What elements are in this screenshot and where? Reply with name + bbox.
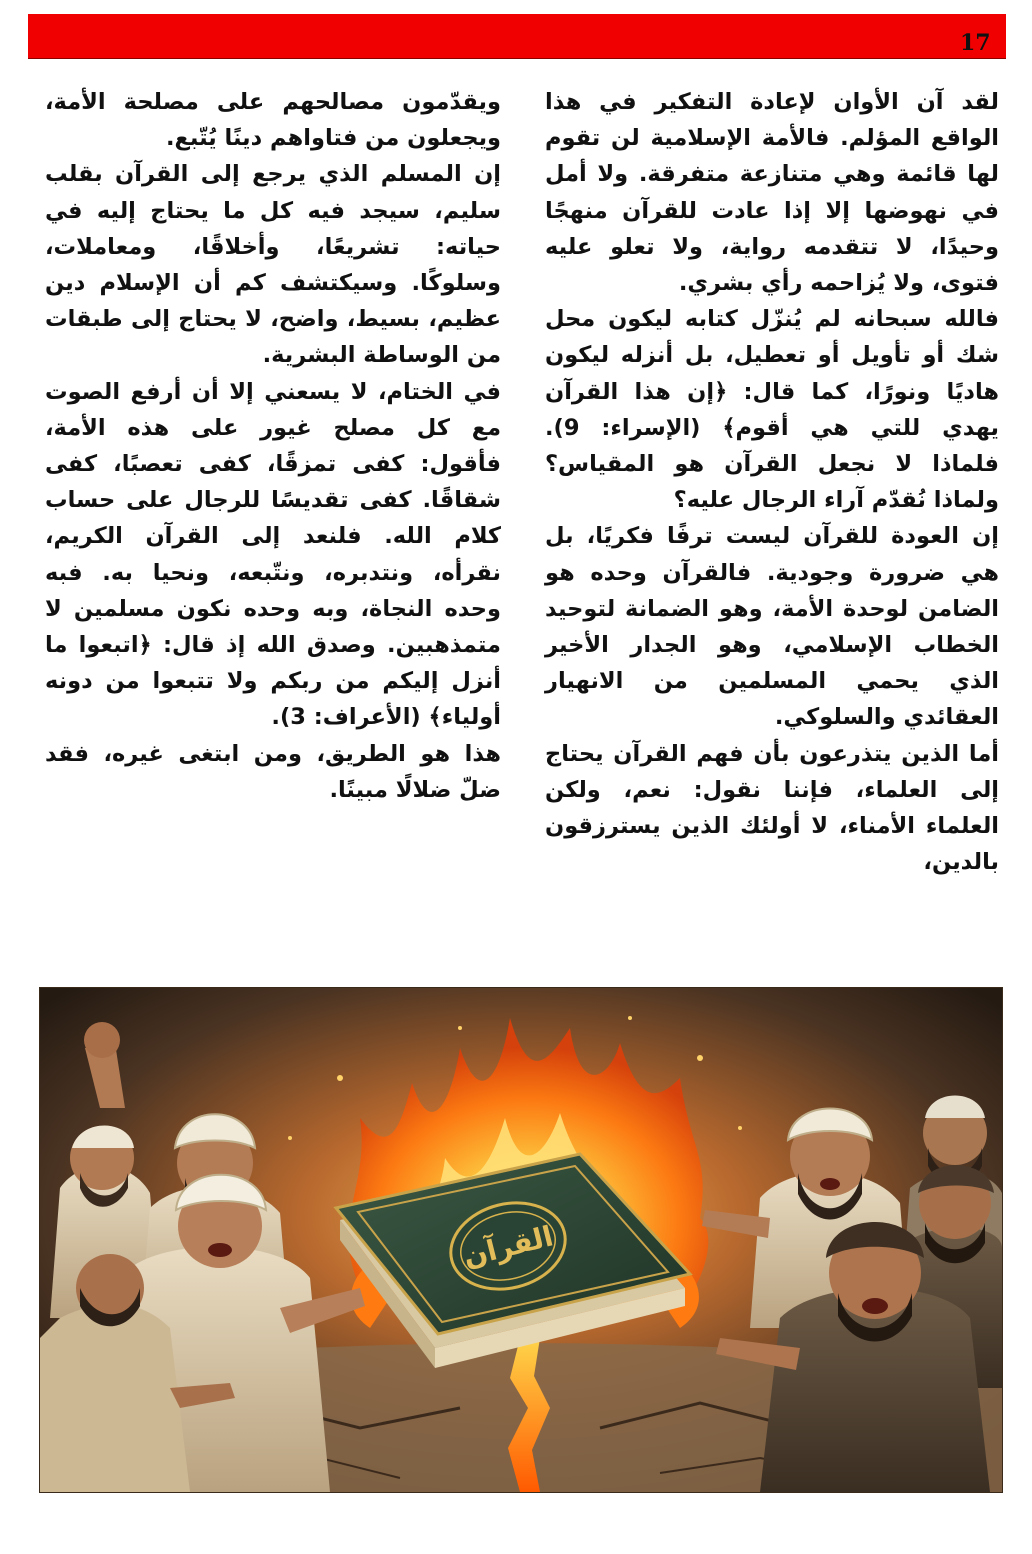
book-title: القرآن	[459, 1219, 557, 1274]
right-column	[545, 84, 999, 880]
paragraph: فالله سبحانه لم يُنزّل كتابه ليكون محل شك أو تأويل أو تعطيل، بل أنزله ليكون هاديًا ونورًا، كما قال: ﴿إن هذا القرآن يهدي للتي هي أقوم﴾ (الإسراء: 9). فلماذا لا نجعل القرآن هو المقياس؟ ولماذا نُقدّم آراء الرجال عليه؟	[545, 306, 999, 514]
paragraph: أما الذين يتذرعون بأن فهم القرآن يحتاج إلى العلماء، فإننا نقول: نعم، ولكن العلماء الأمناء، لا أولئك الذين يسترزقون بالدين،	[545, 740, 999, 876]
paragraph: هذا هو الطريق، ومن ابتغى غيره، فقد ضلّ ضلالًا مبينًا.	[45, 740, 501, 803]
paragraph: لقد آن الأوان لإعادة التفكير في هذا الواقع المؤلم. فالأمة الإسلامية لن تقوم لها قائمة وهي متنازعة متفرقة. ولا أمل في نهوضها إلا إذا عادت للقرآن منهجًا وحيدًا، لا تتقدمه رواية، ولا تعلو عليه فتوى، ولا يُزاحمه رأي بشري.	[545, 89, 999, 297]
illustration	[39, 987, 1003, 1493]
left-column	[45, 84, 501, 808]
paragraph: في الختام، لا يسعني إلا أن أرفع الصوت مع كل مصلح غيور على هذه الأمة، فأقول: كفى تمزقًا، كفى تعصبًا، كفى شقاقًا. كفى تقديسًا للرجال على حساب كلام الله. فلنعد إلى القرآن الكريم، نقرأه، ونتدبره، ونتّبعه، ونحيا به. فبه وحده النجاة، وبه وحده نكون مسلمين لا متمذهبين. وصدق الله إذ قال: ﴿اتبعوا ما أنزل إليكم من ربكم ولا تتبعوا من دونه أولياء﴾ (الأعراف: 3).	[45, 378, 501, 731]
paragraph: إن العودة للقرآن ليست ترفًا فكريًا، بل هي ضرورة وجودية. فالقرآن وحده هو الضامن لوحدة الأمة، وهو الضمانة لتوحيد الخطاب الإسلامي، وهو الجدار الأخير الذي يحمي المسلمين من الانهيار العقائدي والسلوكي.	[545, 523, 999, 731]
header-bar	[28, 14, 1006, 59]
illustration-svg	[40, 988, 1002, 1492]
paragraph: إن المسلم الذي يرجع إلى القرآن بقلب سليم، سيجد فيه كل ما يحتاج إليه في حياته: تشريعًا، وأخلاقًا، ومعاملات، وسلوكًا. وسيكتشف كم أن الإسلام دين عظيم، بسيط، واضح، لا يحتاج إلى طبقات من الوساطة البشرية.	[45, 161, 501, 369]
raised-fist-icon	[84, 1022, 120, 1058]
page-number: 17	[960, 30, 991, 56]
paragraph: ويقدّمون مصالحهم على مصلحة الأمة، ويجعلون من فتاواهم دينًا يُتّبع.	[45, 89, 501, 152]
